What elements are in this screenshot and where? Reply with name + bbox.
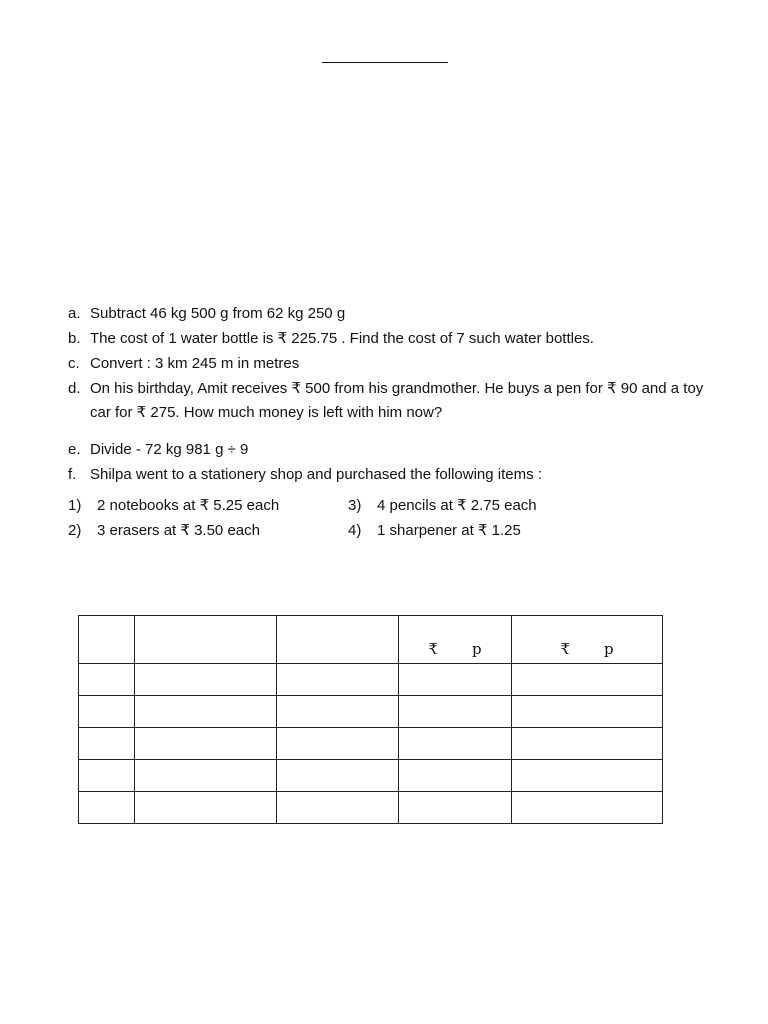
table-cell	[79, 792, 135, 824]
table-cell	[79, 664, 135, 696]
paise-label: p	[471, 639, 482, 658]
table-cell	[277, 728, 399, 760]
question-text: Shilpa went to a stationery shop and purchased the following items :	[90, 466, 542, 483]
table-cell	[512, 792, 663, 824]
question-label: d.	[68, 380, 81, 397]
question-text: The cost of 1 water bottle is ₹ 225.75 . Find the cost of 7 such water bottles.	[90, 330, 594, 347]
table-cell	[399, 696, 512, 728]
question-label: c.	[68, 355, 80, 372]
item-number: 2)	[68, 522, 82, 539]
table-row	[79, 792, 663, 824]
table-row	[79, 696, 663, 728]
table-cell	[277, 792, 399, 824]
item-row	[68, 519, 628, 544]
item-list	[68, 494, 628, 544]
question-f	[68, 463, 718, 488]
question-text: On his birthday, Amit receives ₹ 500 from his grandmother. He buys a pen for ₹ 90 and a toy car for ₹ 275. How much money is left with him now?	[90, 380, 704, 421]
table-cell	[512, 728, 663, 760]
table-cell	[79, 760, 135, 792]
item-row	[68, 494, 628, 519]
table-cell	[79, 696, 135, 728]
table-cell	[277, 616, 399, 664]
table-row	[79, 664, 663, 696]
table-cell	[399, 792, 512, 824]
table-cell	[135, 696, 277, 728]
amount-header-cell	[512, 616, 663, 664]
table-cell	[277, 664, 399, 696]
question-text: Convert : 3 km 245 m in metres	[90, 355, 300, 372]
table-cell	[135, 664, 277, 696]
question-list	[68, 302, 718, 488]
question-e	[68, 438, 718, 463]
table-cell	[135, 760, 277, 792]
item-1	[68, 494, 348, 519]
table-row	[79, 728, 663, 760]
item-text: 3 erasers at ₹ 3.50 each	[97, 522, 260, 539]
table-cell	[79, 616, 135, 664]
question-a	[68, 302, 718, 327]
question-d	[68, 377, 718, 425]
question-c	[68, 352, 718, 377]
table-header-row	[79, 616, 663, 664]
table-cell	[399, 760, 512, 792]
amount-header-cell	[399, 616, 512, 664]
table-cell	[512, 696, 663, 728]
rupee-label: ₹	[428, 639, 438, 658]
title-underline	[322, 62, 448, 63]
question-text: Subtract 46 kg 500 g from 62 kg 250 g	[90, 305, 346, 322]
question-text: Divide - 72 kg 981 g ÷ 9	[90, 441, 249, 458]
item-number: 1)	[68, 497, 82, 514]
question-label: a.	[68, 305, 81, 322]
paise-label: p	[603, 639, 614, 658]
table-cell	[512, 664, 663, 696]
question-label: e.	[68, 441, 81, 458]
question-label: f.	[68, 466, 77, 483]
item-number: 3)	[348, 497, 362, 514]
table-cell	[135, 616, 277, 664]
item-4	[348, 519, 628, 544]
table-cell	[399, 664, 512, 696]
table-row	[79, 760, 663, 792]
table-cell	[135, 792, 277, 824]
item-2	[68, 519, 348, 544]
table-cell	[512, 760, 663, 792]
question-label: b.	[68, 330, 81, 347]
question-b	[68, 327, 718, 352]
item-text: 2 notebooks at ₹ 5.25 each	[97, 497, 280, 514]
rupee-label: ₹	[560, 639, 570, 658]
item-3	[348, 494, 628, 519]
item-number: 4)	[348, 522, 362, 539]
table-cell	[399, 728, 512, 760]
bill-table	[78, 615, 663, 824]
table-cell	[135, 728, 277, 760]
item-text: 1 sharpener at ₹ 1.25	[377, 522, 521, 539]
table-cell	[79, 728, 135, 760]
item-text: 4 pencils at ₹ 2.75 each	[377, 497, 537, 514]
table-cell	[277, 760, 399, 792]
table-cell	[277, 696, 399, 728]
